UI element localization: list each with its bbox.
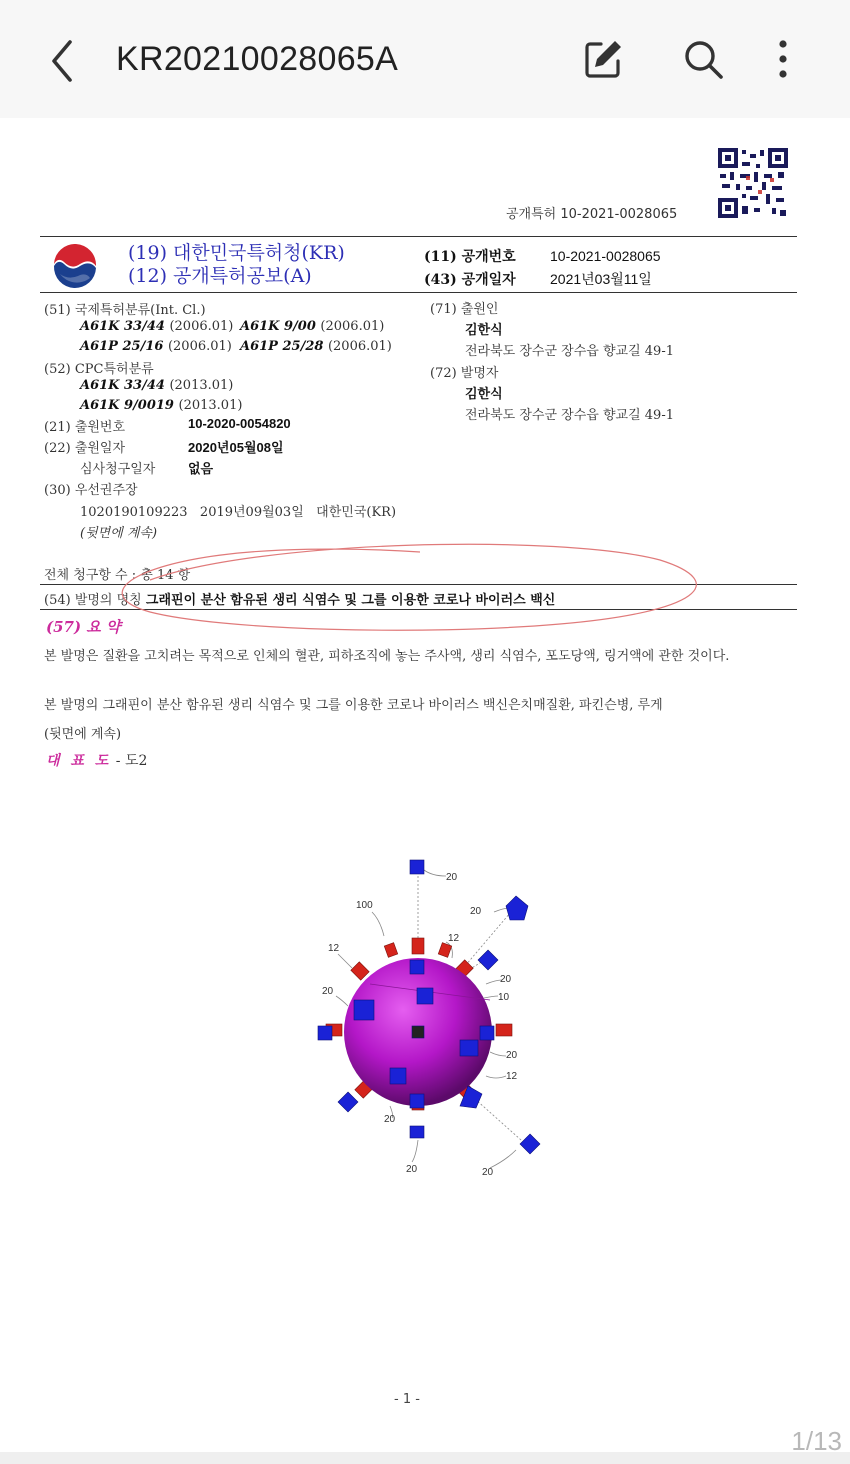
search-button[interactable]: [678, 34, 728, 84]
title-label: (54) 발명의 명칭: [44, 593, 142, 608]
figure-label: 20: [500, 974, 512, 985]
ipc-3: [80, 339, 232, 354]
priority-label: (30) 우선권주장: [44, 483, 138, 498]
exam-value: 없음: [188, 461, 214, 476]
figure-label: 100: [356, 900, 373, 911]
divider: [40, 584, 797, 585]
ipc-1-version: (2006.01): [169, 319, 234, 334]
ipc-3-version: (2006.01): [167, 339, 232, 354]
abstract-heading: (57) 요 약: [46, 618, 121, 636]
page-number: - 1 -: [394, 1392, 420, 1407]
figure-label: 20: [506, 1050, 518, 1061]
applicant-address: 전라북도 장수군 장수읍 향교길 49-1: [465, 344, 674, 359]
ipc-4: [240, 339, 392, 354]
app-bar: [0, 0, 850, 119]
exam-label: 심사청구일자: [80, 462, 156, 477]
pub-date-label: (43) 공개일자: [424, 272, 516, 288]
pub-no-value: 10-2021-0028065: [550, 248, 661, 264]
figure-label: 12: [328, 943, 340, 954]
title-value: 그래핀이 분산 함유된 생리 식염수 및 그를 이용한 코로나 바이러스 백신: [145, 593, 556, 608]
abstract-paragraph-2: 본 발명의 그래핀이 분산 함유된 생리 식염수 및 그를 이용한 코로나 바이러스 백신은치매질환, 파킨슨병, 루게: [44, 698, 663, 713]
ipc-2: [240, 319, 384, 334]
figure-label: 20: [322, 986, 334, 997]
office-line-1: (19) 대한민국특허청(KR): [128, 242, 345, 264]
bottom-strip: [0, 1452, 850, 1464]
figure-label: 20: [482, 1167, 494, 1178]
document-title: KR20210028065A: [116, 40, 399, 78]
ipc-4-version: (2006.01): [327, 339, 392, 354]
page-counter: 1/13: [791, 1426, 842, 1456]
cpc-label: (52) CPC특허분류: [44, 362, 154, 377]
ipc-1-code: A61K 33/44: [80, 319, 165, 334]
more-vertical-icon: [758, 34, 808, 84]
invention-title: [44, 589, 555, 608]
divider: [40, 609, 797, 610]
divider: [40, 292, 797, 293]
continued-note: (뒷면에 계속): [80, 526, 158, 541]
cpc-2-code: A61K 9/0019: [80, 398, 174, 413]
ipc-3-code: A61P 25/16: [80, 339, 164, 354]
more-options-button[interactable]: [758, 34, 808, 84]
figure-label: 20: [470, 906, 482, 917]
office-line-2: (12) 공개특허공보(A): [128, 265, 312, 287]
publication-info: [424, 245, 661, 291]
cpc-2-version: (2013.01): [178, 398, 243, 413]
inventor-address: 전라북도 장수군 장수읍 향교길 49-1: [465, 408, 674, 423]
chevron-left-icon: [38, 36, 88, 86]
ipc-4-code: A61P 25/28: [240, 339, 324, 354]
rep-value: - 도2: [115, 753, 148, 769]
inventor-name: 김한식: [465, 386, 503, 401]
figure-label: 12: [448, 933, 460, 944]
applicant-name: 김한식: [465, 322, 503, 337]
cpc-2: [80, 398, 242, 413]
figure-label: 20: [446, 872, 458, 883]
continued-note: (뒷면에 계속): [44, 727, 122, 742]
ipc-2-code: A61K 9/00: [240, 319, 316, 334]
figure-label: 10: [498, 992, 510, 1003]
abstract-paragraph-1: 본 발명은 질환을 고치려는 목적으로 인체의 혈관, 피하조직에 놓는 주사액, 생리 식염수, 포도당액, 링거액에 관한 것이다.: [44, 649, 730, 664]
ipc-label: (51) 국제특허분류(Int. Cl.): [44, 303, 206, 318]
figure-label: 20: [406, 1164, 418, 1175]
rep-label: 대 표 도: [46, 753, 112, 769]
representative-drawing: [300, 850, 560, 1190]
claims-count: 전체 청구항 수 : 총 14 항: [44, 568, 191, 583]
figure-label: 12: [506, 1071, 518, 1082]
cpc-1: [80, 378, 233, 393]
patent-office-heading: [128, 242, 345, 288]
app-no-label: (21) 출원번호: [44, 420, 126, 435]
app-date-label: (22) 출원일자: [44, 441, 126, 456]
ipc-1: [80, 319, 233, 334]
pub-no-label: (11) 공개번호: [424, 249, 516, 265]
publication-line: 공개특허 10-2021-0028065: [506, 207, 678, 222]
divider: [40, 236, 797, 237]
applicant-label: (71) 출원인: [430, 302, 499, 317]
qr-code: [718, 148, 788, 218]
back-button[interactable]: [38, 36, 88, 86]
priority-value: 1020190109223 2019년09월03일 대한민국(KR): [80, 505, 397, 520]
search-icon: [681, 37, 725, 81]
figure-label: 20: [384, 1114, 396, 1125]
edit-button[interactable]: [578, 34, 628, 84]
inventor-label: (72) 발명자: [430, 366, 499, 381]
cpc-1-code: A61K 33/44: [80, 378, 165, 393]
kipo-logo-icon: [50, 244, 100, 294]
ipc-2-version: (2006.01): [320, 319, 385, 334]
cpc-1-version: (2013.01): [169, 378, 234, 393]
representative-drawing-heading: [46, 750, 147, 770]
app-date-value: 2020년05월08일: [188, 440, 284, 455]
app-no-value: 10-2020-0054820: [188, 416, 291, 431]
pub-date-value: 2021년03월11일: [550, 271, 652, 287]
edit-note-icon: [581, 37, 625, 81]
